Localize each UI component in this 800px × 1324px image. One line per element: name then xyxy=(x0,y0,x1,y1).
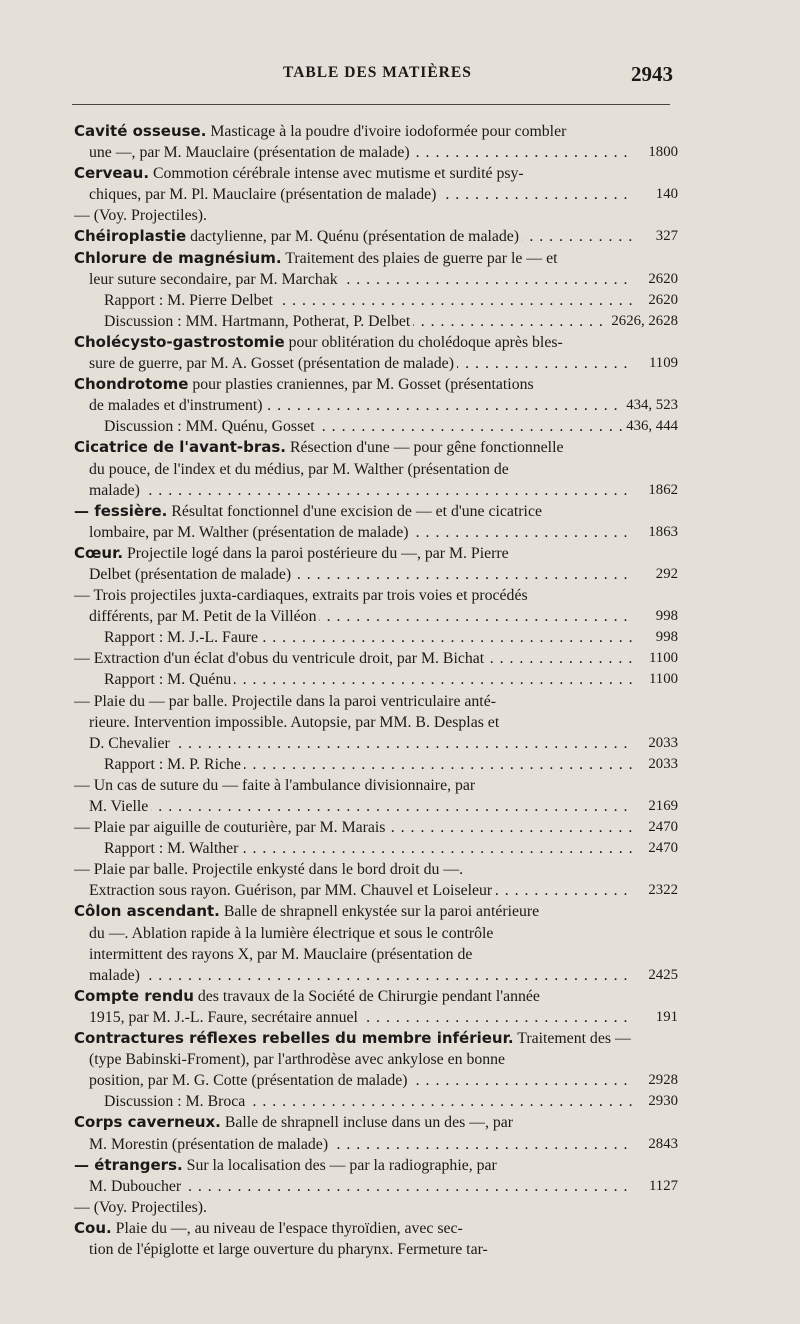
entry-text: Traitement des — xyxy=(513,1030,631,1048)
index-line-text xyxy=(74,1030,631,1047)
page-reference: 292 xyxy=(652,564,678,585)
index-line xyxy=(89,353,678,374)
page-reference: 327 xyxy=(652,226,678,247)
index-line-text xyxy=(89,397,266,414)
index-line xyxy=(104,290,678,311)
entry-heading: Côlon ascendant. xyxy=(74,902,220,921)
index-line xyxy=(74,226,678,247)
entry-text: M. Morestin (présentation de malade) xyxy=(89,1135,329,1153)
index-line xyxy=(89,459,678,480)
index-line-text xyxy=(104,1093,248,1110)
entry-text: pour oblitération du cholédoque après bles- xyxy=(284,333,563,351)
index-line-text xyxy=(89,461,509,478)
entry-text: Commotion cérébrale intense avec mutisme et surdité psy- xyxy=(149,165,524,183)
index-line-text xyxy=(74,376,534,393)
index-line xyxy=(89,269,678,290)
index-line xyxy=(74,691,678,712)
index-line-text xyxy=(74,207,207,224)
page-reference: 434, 523 xyxy=(622,395,678,416)
index-line-text xyxy=(89,355,457,372)
entry-heading: Cou. xyxy=(74,1218,112,1237)
index-line-text xyxy=(89,1072,411,1089)
index-line xyxy=(74,163,678,184)
page-reference: 1862 xyxy=(644,480,678,501)
index-line-text xyxy=(89,1009,361,1026)
index-line xyxy=(89,522,678,543)
entry-heading: Chondrotome xyxy=(74,375,189,394)
entry-text: sure de guerre, par M. A. Gosset (présentation de malade) xyxy=(89,355,454,373)
index-line xyxy=(74,859,678,880)
index-line-text xyxy=(74,587,528,604)
page-reference: 1800 xyxy=(644,142,678,163)
index-line-text xyxy=(89,482,143,499)
index-line-text xyxy=(89,735,173,752)
page-reference: 1109 xyxy=(645,353,678,374)
index-line xyxy=(89,712,678,733)
index-line-text xyxy=(89,925,493,942)
entry-text: Masticage à la poudre d'ivoire iodoformée pour combler xyxy=(206,123,567,140)
index-line-text xyxy=(74,250,557,267)
index-line-text xyxy=(74,819,388,836)
entry-text: Rapport : M. Walther xyxy=(104,840,239,858)
entry-text: Balle de shrapnell incluse dans un des —, par xyxy=(220,1114,514,1132)
index-line xyxy=(89,944,678,965)
index-line-text xyxy=(89,1136,331,1153)
page-reference: 2843 xyxy=(644,1134,678,1155)
entry-text: du —. Ablation rapide à la lumière électrique et sous le contrôle xyxy=(89,924,494,942)
index-line xyxy=(89,564,678,585)
index-line-text xyxy=(89,967,143,984)
entry-text: une —, par M. Mauclaire (présentation de malade) xyxy=(89,144,410,162)
entry-text: Résection d'une — pour gêne fonctionnelle xyxy=(286,439,564,457)
index-line xyxy=(89,395,678,416)
index-line xyxy=(74,1197,678,1218)
entry-text: — Extraction d'un éclat d'obus du ventricule droit, par M. Bichat xyxy=(74,650,485,668)
index-line xyxy=(89,965,678,986)
index-line xyxy=(74,332,678,353)
index-line xyxy=(74,986,678,1007)
index-line-text xyxy=(74,1199,207,1216)
entry-heading: Cœur. xyxy=(74,543,124,562)
index-line-text xyxy=(74,777,475,794)
page-reference: 1100 xyxy=(645,669,678,690)
index-line xyxy=(74,121,678,142)
index-line-text xyxy=(74,650,487,667)
index-line xyxy=(74,775,678,796)
index-line-text xyxy=(74,1157,497,1174)
index-line xyxy=(89,733,678,754)
index-line-text xyxy=(89,1178,184,1195)
entry-text: Extraction sous rayon. Guérison, par MM. Chauvel et Loiseleur xyxy=(89,882,493,900)
page-reference: 2169 xyxy=(644,796,678,817)
entry-heading: Compte rendu xyxy=(74,986,194,1005)
entry-text: intermittent des rayons X, par M. Mauclaire (présentation de xyxy=(89,945,473,963)
entry-heading: Cerveau. xyxy=(74,164,150,183)
index-line xyxy=(74,1218,678,1239)
index-line xyxy=(104,838,678,859)
index-line xyxy=(74,543,678,564)
index-line xyxy=(89,184,678,205)
entry-heading: — fessière. xyxy=(74,501,168,520)
index-line-text xyxy=(74,693,496,710)
entry-text: — Plaie par aiguille de couturière, par M. Marais xyxy=(74,819,386,837)
index-line-text xyxy=(104,629,261,646)
index-line-text xyxy=(104,313,413,330)
index-line-text xyxy=(89,714,499,731)
index-line xyxy=(74,374,678,395)
page-reference: 2928 xyxy=(644,1070,678,1091)
entry-text: malade) xyxy=(89,966,140,984)
index-line-text xyxy=(89,186,439,203)
entry-text: tion de l'épiglotte et large ouverture du pharynx. Fermeture tar- xyxy=(89,1240,488,1258)
entry-heading: Corps caverneux. xyxy=(74,1113,221,1132)
entry-text: lombaire, par M. Walther (présentation de malade) xyxy=(89,523,409,541)
entry-text: — Plaie par balle. Projectile enkysté dans le bord droit du —. xyxy=(74,861,464,879)
index-line xyxy=(89,480,678,501)
index-line-text xyxy=(104,756,244,773)
entry-heading: — étrangers. xyxy=(74,1155,183,1174)
index-line xyxy=(89,606,678,627)
page-reference: 998 xyxy=(652,606,678,627)
page-reference: 1127 xyxy=(645,1176,678,1197)
entry-text: Discussion : MM. Hartmann, Potherat, P. Delbet xyxy=(104,312,411,330)
index-line-text xyxy=(89,566,294,583)
entry-text: Balle de shrapnell enkystée sur la paroi antérieure xyxy=(219,903,540,921)
index-entries xyxy=(0,121,800,1260)
index-line-text xyxy=(89,524,412,541)
page-reference: 2033 xyxy=(644,733,678,754)
entry-text: Projectile logé dans la paroi postérieure du —, par M. Pierre xyxy=(123,544,509,562)
entry-text: Résultat fonctionnel d'une excision de — et d'une cicatrice xyxy=(167,502,542,520)
page-reference: 2620 xyxy=(644,290,678,311)
index-line xyxy=(74,1112,678,1133)
entry-text: 1915, par M. J.-L. Faure, secrétaire annuel xyxy=(89,1008,358,1026)
index-line xyxy=(74,817,678,838)
index-line xyxy=(89,1007,678,1028)
index-line xyxy=(89,142,678,163)
page-number: 2943 xyxy=(631,62,673,86)
entry-heading: Cholécysto-gastrostomie xyxy=(74,332,285,351)
entry-heading: Cavité osseuse. xyxy=(74,122,207,140)
index-line xyxy=(74,501,678,522)
index-line xyxy=(104,627,678,648)
entry-text: rieure. Intervention impossible. Autopsie, par MM. B. Desplas et xyxy=(89,713,500,731)
entry-text: malade) xyxy=(89,481,140,499)
index-line xyxy=(104,1091,678,1112)
entry-text: D. Chevalier xyxy=(89,734,170,752)
index-line-text xyxy=(74,503,542,520)
index-line xyxy=(89,923,678,944)
index-line-text xyxy=(74,1114,513,1131)
page-reference: 436, 444 xyxy=(622,416,678,437)
entry-text: chiques, par M. Pl. Mauclaire (présentation de malade) xyxy=(89,186,437,204)
page-reference: 2322 xyxy=(644,880,678,901)
index-line xyxy=(89,1176,678,1197)
index-line-text xyxy=(74,439,563,456)
index-line-text xyxy=(104,292,276,309)
index-line-text xyxy=(104,840,241,857)
entry-text: Plaie du —, au niveau de l'espace thyroïdien, avec sec- xyxy=(111,1219,463,1237)
index-line-text xyxy=(89,608,319,625)
page-reference: 1100 xyxy=(645,648,678,669)
index-line-text xyxy=(89,946,472,963)
entry-heading: Contractures réflexes rebelles du membre inférieur. xyxy=(74,1029,514,1048)
index-line xyxy=(104,669,678,690)
entry-text: de malades et d'instrument) xyxy=(89,397,263,415)
entry-heading: Chlorure de magnésium. xyxy=(74,248,282,267)
page-reference: 2425 xyxy=(644,965,678,986)
index-line-text xyxy=(74,545,509,562)
page-reference: 2626, 2628 xyxy=(607,311,678,332)
index-line-text xyxy=(89,144,413,161)
entry-heading: Cicatrice de l'avant-bras. xyxy=(74,438,287,457)
entry-text: Sur la localisation des — par la radiographie, par xyxy=(182,1156,497,1174)
entry-text: position, par M. G. Cotte (présentation de malade) xyxy=(89,1072,408,1090)
page-header xyxy=(0,64,800,90)
index-line-text xyxy=(104,671,234,688)
index-line xyxy=(74,585,678,606)
entry-text: dactylienne, par M. Quénu (présentation de malade) xyxy=(186,228,520,246)
index-line-text xyxy=(104,418,318,435)
entry-text: Traitement des plaies de guerre par le — et xyxy=(281,249,558,267)
index-line xyxy=(74,648,678,669)
index-line xyxy=(74,901,678,922)
page-reference: 998 xyxy=(652,627,678,648)
entry-text: — (Voy. Projectiles). xyxy=(74,1198,207,1216)
page-reference: 2620 xyxy=(644,269,678,290)
page-reference: 191 xyxy=(652,1007,678,1028)
index-line-text xyxy=(74,903,539,920)
header-rule xyxy=(72,104,670,105)
entry-text: M. Vielle xyxy=(89,798,149,815)
index-line xyxy=(74,1028,678,1049)
index-line xyxy=(74,437,678,458)
entry-text: (type Babinski-Froment), par l'arthrodèse avec ankylose en bonne xyxy=(89,1051,506,1069)
index-line-text xyxy=(74,165,524,182)
index-line-text xyxy=(74,334,563,351)
index-line xyxy=(104,754,678,775)
entry-text: leur suture secondaire, par M. Marchak xyxy=(89,270,338,288)
index-line-text xyxy=(89,271,341,288)
page-reference: 2470 xyxy=(644,817,678,838)
index-line-text xyxy=(89,1051,505,1068)
entry-text: Rapport : M. P. Riche xyxy=(104,755,241,773)
index-line-text xyxy=(89,1241,488,1258)
index-line xyxy=(89,880,678,901)
entry-text: M. Duboucher xyxy=(89,1177,182,1195)
entry-text: Rapport : M. J.-L. Faure xyxy=(104,629,258,647)
entry-text: différents, par M. Petit de la Villéon xyxy=(89,608,317,626)
page-reference: 1863 xyxy=(644,522,678,543)
index-line xyxy=(89,1134,678,1155)
index-line xyxy=(89,1239,678,1260)
index-line-text xyxy=(74,1220,463,1237)
index-line xyxy=(89,1070,678,1091)
index-line xyxy=(74,1155,678,1176)
entry-text: Discussion : M. Broca xyxy=(104,1093,246,1111)
index-line xyxy=(74,248,678,269)
page-reference: 2033 xyxy=(644,754,678,775)
index-line xyxy=(89,796,678,817)
entry-text: Rapport : M. Pierre Delbet xyxy=(104,291,273,309)
running-title: TABLE DES MATIÈRES xyxy=(283,64,472,81)
entry-text: Delbet (présentation de malade) xyxy=(89,565,292,583)
page-reference: 2930 xyxy=(644,1091,678,1112)
entry-text: Discussion : MM. Quénu, Gosset xyxy=(104,418,315,436)
index-line-text xyxy=(74,228,522,245)
page-reference: 2470 xyxy=(644,838,678,859)
index-line-text xyxy=(74,861,463,878)
index-line xyxy=(104,311,678,332)
index-line xyxy=(104,416,678,437)
index-line-text xyxy=(74,123,566,140)
page-reference: 140 xyxy=(652,184,678,205)
index-line-text xyxy=(89,798,151,815)
entry-text: — Un cas de suture du — faite à l'ambulance divisionnaire, par xyxy=(74,776,476,794)
entry-text: des travaux de la Société de Chirurgie pendant l'année xyxy=(193,987,540,1005)
index-line xyxy=(74,205,678,226)
entry-text: — Plaie du — par balle. Projectile dans la paroi ventriculaire anté- xyxy=(74,692,496,710)
entry-text: pour plasties craniennes, par M. Gosset (présentations xyxy=(188,376,534,394)
entry-heading: Chéiroplastie xyxy=(74,227,187,246)
entry-text: du pouce, de l'index et du médius, par M. Walther (présentation de xyxy=(89,460,509,478)
entry-text: — (Voy. Projectiles). xyxy=(74,207,207,225)
index-line xyxy=(89,1049,678,1070)
entry-text: Rapport : M. Quénu xyxy=(104,671,232,689)
entry-text: — Trois projectiles juxta-cardiaques, extraits par trois voies et procédés xyxy=(74,587,528,605)
index-line-text xyxy=(89,882,495,899)
index-line-text xyxy=(74,988,540,1005)
